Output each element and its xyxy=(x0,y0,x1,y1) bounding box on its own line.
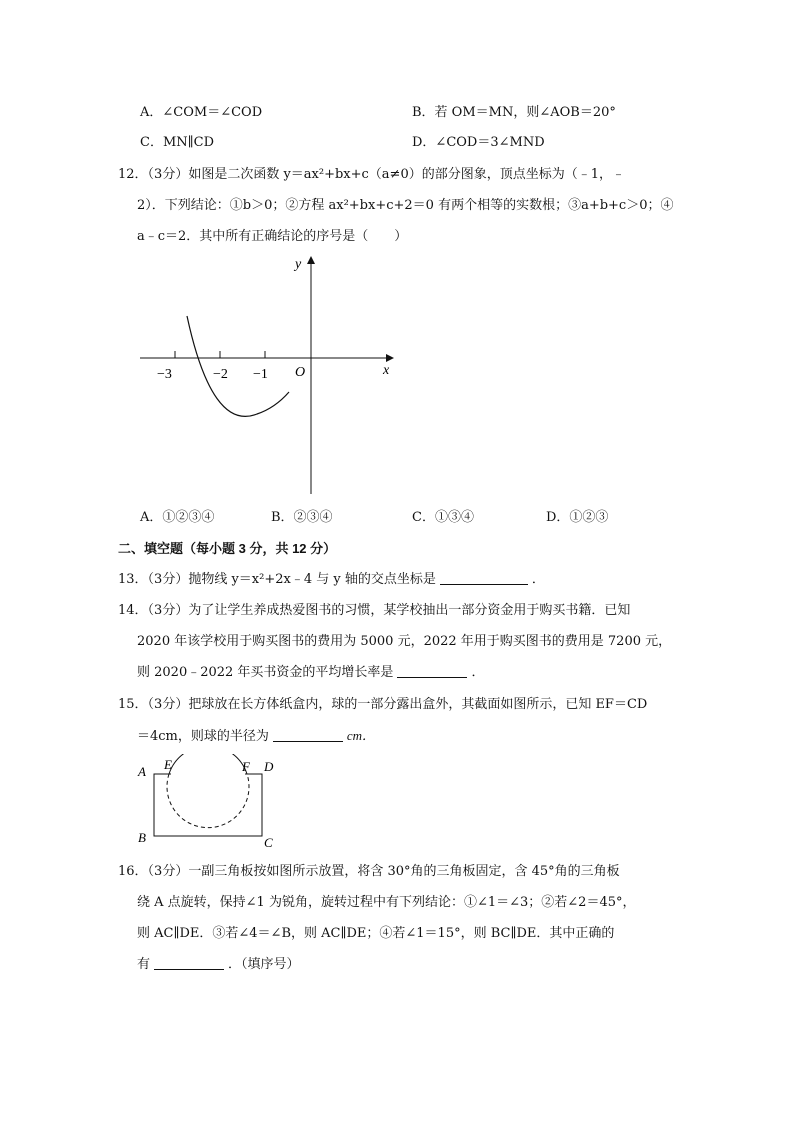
label-B: B xyxy=(138,830,146,845)
q16-answer-blank[interactable] xyxy=(154,955,224,970)
q16-stem-line1: 16．（3分）一副三角板按如图所示放置，将含 30°角的三角板固定，含 45°角的三角板 xyxy=(118,864,620,879)
q15-stem-line1: 15．（3分）把球放在长方体纸盒内，球的一部分露出盒外，其截面如图所示，已知 EF＝CD xyxy=(118,697,648,712)
q15-answer-blank[interactable] xyxy=(273,727,343,742)
q13-stem xyxy=(118,570,545,590)
label-F: F xyxy=(242,759,250,774)
ball-lower-arc xyxy=(167,774,249,828)
q11-option-a: A．∠COM＝∠COD xyxy=(140,105,263,120)
tick-label-neg2: −2 xyxy=(213,367,228,382)
q13-end: ． xyxy=(531,572,545,587)
q13-answer-blank[interactable] xyxy=(440,570,528,585)
label-A: A xyxy=(138,764,146,779)
q16-stem-line3: 则 AC∥DE．③若∠4＝∠B，则 AC∥DE；④若∠1＝15°，则 BC∥DE．其中正确的 xyxy=(137,926,615,941)
q15-unit: cm． xyxy=(346,728,376,743)
q15-text: ＝4cm，则球的半径为 xyxy=(137,729,269,744)
q16-end: ．（填序号） xyxy=(228,957,300,972)
q14-stem-line1: 14．（3分）为了让学生养成热爱图书的习惯，某学校抽出一部分资金用于购买书籍．已知 xyxy=(118,603,631,618)
label-E: E xyxy=(164,757,172,772)
q12-stem-line1: 12．（3分）如图是二次函数 y＝ax²+bx+c（a≠0）的部分图象，顶点坐标为（﹣1，﹣ xyxy=(118,167,625,182)
q14-end: ． xyxy=(471,665,485,680)
parabola-curve xyxy=(187,316,289,416)
q15-stem-line2 xyxy=(137,726,375,747)
origin-label: O xyxy=(295,365,306,380)
label-C: C xyxy=(264,835,273,850)
x-axis-label: x xyxy=(383,363,390,378)
q14-stem-line2: 2020 年该学校用于购买图书的费用为 5000 元，2022 年用于购买图书的费用是 7200 元， xyxy=(137,634,672,649)
label-D: D xyxy=(264,759,274,774)
q12-option-b: B．②③④ xyxy=(271,510,333,525)
q13-text: 13．（3分）抛物线 y＝x²+2x﹣4 与 y 轴的交点坐标是 xyxy=(118,572,436,587)
q16-stem-line4 xyxy=(137,955,300,975)
q12-parabola-graph xyxy=(135,252,405,500)
q14-stem-line3 xyxy=(137,663,484,683)
q11-option-c: C．MN∥CD xyxy=(140,135,215,150)
q12-option-d: D．①②③ xyxy=(546,510,609,525)
q12-option-a: A．①②③④ xyxy=(140,510,215,525)
q16-text: 有 xyxy=(137,957,151,972)
q12-option-c: C．①③④ xyxy=(412,510,474,525)
tick-label-neg1: −1 xyxy=(253,367,268,382)
q16-stem-line2: 绕 A 点旋转，保持∠1 为锐角，旋转过程中有下列结论：①∠1＝∠3；②若∠2＝45°， xyxy=(137,895,636,910)
ball-upper-arc xyxy=(169,754,247,774)
tick-label-neg3: −3 xyxy=(157,367,172,382)
box-rectangle xyxy=(154,774,262,836)
q14-answer-blank[interactable] xyxy=(397,663,467,678)
q15-ball-box-figure xyxy=(134,754,284,850)
q12-stem-line3: a﹣c＝2．其中所有正确结论的序号是（ ） xyxy=(137,229,408,244)
q11-option-b: B．若 OM＝MN，则∠AOB＝20° xyxy=(412,105,616,120)
q11-option-d: D．∠COD＝3∠MND xyxy=(412,135,545,150)
section-title: 二、填空题（每小题 3 分，共 12 分） xyxy=(118,541,337,556)
q12-stem-line2: 2）．下列结论：①b＞0；②方程 ax²+bx+c+2＝0 有两个相等的实数根；③a+b+c＞0；④ xyxy=(137,198,674,213)
q14-text: 则 2020﹣2022 年买书资金的平均增长率是 xyxy=(137,665,394,680)
y-axis-label: y xyxy=(295,257,302,272)
